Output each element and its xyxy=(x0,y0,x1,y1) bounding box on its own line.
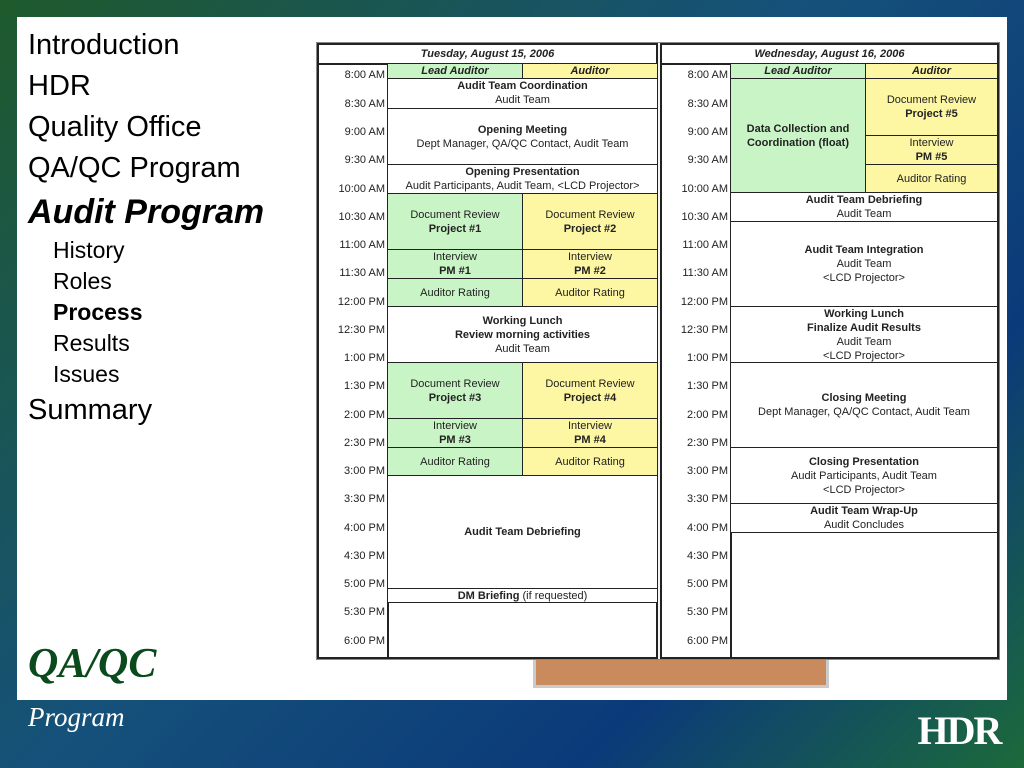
event-interview-pm-2[interactable] xyxy=(522,249,658,279)
time-label: 2:30 PM xyxy=(687,437,728,449)
event-title: PM #4 xyxy=(574,434,606,446)
event-subtitle: Interview xyxy=(567,420,613,432)
outline-nav xyxy=(28,25,264,431)
event-doc-review-project-3[interactable] xyxy=(387,362,523,419)
brand-title: QA/QC xyxy=(28,641,157,687)
event-closing-meeting[interactable] xyxy=(730,362,998,448)
time-label: 3:00 PM xyxy=(687,465,728,477)
event-audit-team-debriefing[interactable] xyxy=(730,192,998,222)
time-label: 11:30 AM xyxy=(339,267,385,279)
event-working-lunch[interactable] xyxy=(387,306,658,363)
event-subtitle: Interview xyxy=(432,420,478,432)
time-label: 4:00 PM xyxy=(344,522,385,534)
event-interview-pm-1[interactable] xyxy=(387,249,523,279)
col-header-lead-auditor: Lead Auditor xyxy=(730,63,866,79)
event-doc-review-project-5[interactable] xyxy=(865,78,998,136)
time-label: 3:00 PM xyxy=(344,465,385,477)
event-title: Project #2 xyxy=(563,222,617,235)
time-column xyxy=(319,63,389,657)
event-subtitle: Finalize Audit Results xyxy=(807,322,921,334)
event-title: Opening Meeting xyxy=(477,123,568,136)
time-label: 6:00 PM xyxy=(687,635,728,647)
nav-item-hdr[interactable]: HDR xyxy=(28,70,91,102)
event-title: Closing Meeting xyxy=(821,392,907,404)
col-header-auditor: Auditor xyxy=(522,63,658,79)
hdr-logo xyxy=(913,708,1005,755)
event-doc-review-project-1[interactable] xyxy=(387,193,523,250)
event-subtitle: Audit Team xyxy=(836,208,892,220)
time-label: 2:00 PM xyxy=(687,409,728,421)
time-label: 9:30 AM xyxy=(344,154,385,166)
time-label: 9:00 AM xyxy=(687,126,728,138)
event-doc-review-project-4[interactable] xyxy=(522,362,658,419)
nav-sub-roles[interactable]: Roles xyxy=(53,268,112,294)
time-label: 10:30 AM xyxy=(681,211,728,223)
event-subtitle: Audit Team xyxy=(495,94,550,106)
event-subtitle: Audit Participants, Audit Team, <LCD Projector> xyxy=(405,180,640,192)
event-auditor-rating[interactable]: Auditor Rating xyxy=(522,447,658,476)
time-label: 10:30 AM xyxy=(338,211,385,223)
decorative-strip xyxy=(533,657,829,688)
time-label: 3:30 PM xyxy=(344,493,385,505)
event-audit-team-coordination[interactable] xyxy=(387,78,658,109)
day-1-title: Tuesday, August 15, 2006 xyxy=(319,45,656,65)
time-label: 5:30 PM xyxy=(687,606,728,618)
event-attendees: Audit Team xyxy=(495,342,550,355)
time-label: 12:30 PM xyxy=(680,324,728,336)
time-label: 5:00 PM xyxy=(344,578,385,590)
event-auditor-rating[interactable]: Auditor Rating xyxy=(387,447,523,476)
event-data-collection[interactable]: Data Collection and Coordination (float) xyxy=(730,78,866,193)
day-2-schedule xyxy=(660,43,999,659)
event-title: DM Briefing xyxy=(457,589,520,602)
day-1-schedule xyxy=(317,43,658,659)
time-label: 5:30 PM xyxy=(344,606,385,618)
time-label: 2:30 PM xyxy=(344,437,385,449)
event-subtitle: Audit Team xyxy=(836,258,892,270)
time-label: 8:30 AM xyxy=(344,98,385,110)
time-label: 6:00 PM xyxy=(344,635,385,647)
event-title: PM #5 xyxy=(915,151,948,163)
time-label: 11:00 AM xyxy=(682,239,728,251)
time-label: 1:00 PM xyxy=(344,352,385,364)
event-audit-team-debriefing[interactable] xyxy=(387,475,658,589)
event-title: Project #3 xyxy=(428,391,482,404)
event-subtitle: Document Review xyxy=(545,377,635,390)
nav-item-audit-program[interactable]: Audit Program xyxy=(28,193,265,231)
time-column xyxy=(662,63,732,657)
event-subtitle: Interview xyxy=(567,251,613,263)
event-subtitle: Dept Manager, QA/QC Contact, Audit Team xyxy=(758,406,970,418)
day-2-title: Wednesday, August 16, 2006 xyxy=(662,45,997,65)
nav-sub-issues[interactable]: Issues xyxy=(53,361,120,387)
logo-text: HDR xyxy=(917,708,1001,750)
time-label: 11:00 AM xyxy=(339,239,385,251)
event-interview-pm-4[interactable] xyxy=(522,418,658,448)
nav-sub-history[interactable]: History xyxy=(53,237,125,263)
time-label: 1:00 PM xyxy=(687,352,728,364)
time-label: 11:30 AM xyxy=(682,267,728,279)
event-title: Working Lunch xyxy=(824,308,904,320)
time-label: 8:30 AM xyxy=(687,98,728,110)
event-title: Audit Team Debriefing xyxy=(805,194,923,206)
event-title: Audit Team Coordination xyxy=(457,80,588,92)
event-title: Closing Presentation xyxy=(808,455,920,468)
event-subtitle: Interview xyxy=(432,251,478,263)
event-interview-pm-3[interactable] xyxy=(387,418,523,448)
nav-item-qaqc-program[interactable]: QA/QC Program xyxy=(28,152,241,184)
event-wrap-up[interactable] xyxy=(730,503,998,533)
nav-item-quality-office[interactable]: Quality Office xyxy=(28,111,202,143)
event-title: Audit Team Debriefing xyxy=(464,526,581,538)
time-label: 3:30 PM xyxy=(687,493,728,505)
time-label: 8:00 AM xyxy=(344,69,385,81)
nav-sub-process[interactable]: Process xyxy=(53,299,143,325)
event-closing-presentation[interactable] xyxy=(730,447,998,504)
event-subtitle: Document Review xyxy=(886,94,977,106)
audit-schedule xyxy=(316,42,1000,660)
nav-item-summary[interactable]: Summary xyxy=(28,394,153,426)
time-label: 12:30 PM xyxy=(337,324,385,336)
event-subtitle: Document Review xyxy=(410,208,500,221)
event-auditor-rating[interactable]: Auditor Rating xyxy=(865,164,998,193)
event-subtitle: Audit Concludes xyxy=(823,519,905,531)
time-label: 2:00 PM xyxy=(344,409,385,421)
time-label: 1:30 PM xyxy=(687,380,728,392)
event-dm-briefing[interactable] xyxy=(387,588,658,603)
time-label: 8:00 AM xyxy=(687,69,728,81)
time-label: 10:00 AM xyxy=(681,183,728,195)
time-label: 9:00 AM xyxy=(344,126,385,138)
time-label: 1:30 PM xyxy=(344,380,385,392)
time-label: 5:00 PM xyxy=(687,578,728,590)
time-label: 4:30 PM xyxy=(687,550,728,562)
event-equipment: <LCD Projector> xyxy=(823,483,905,496)
event-title: Working Lunch xyxy=(482,314,563,327)
event-title: Project #1 xyxy=(428,222,482,235)
event-title: PM #1 xyxy=(439,265,471,277)
event-title: Audit Team Integration xyxy=(804,244,924,256)
event-subtitle: Interview xyxy=(909,137,954,149)
time-label: 4:30 PM xyxy=(344,550,385,562)
event-equipment: <LCD Projector> xyxy=(823,350,905,362)
event-equipment: <LCD Projector> xyxy=(823,272,905,284)
event-title: PM #2 xyxy=(574,265,606,277)
event-subtitle: (if requested) xyxy=(522,589,588,602)
event-opening-presentation[interactable] xyxy=(387,164,658,194)
time-label: 12:00 PM xyxy=(680,296,728,308)
event-subtitle: Review morning activities xyxy=(454,328,591,341)
event-attendees: Audit Team xyxy=(836,336,892,348)
event-interview-pm-5[interactable] xyxy=(865,135,998,165)
event-title: Project #5 xyxy=(905,108,958,120)
brand-subtitle: Program xyxy=(28,702,125,732)
time-label: 10:00 AM xyxy=(338,183,385,195)
event-subtitle: Document Review xyxy=(410,377,500,390)
event-subtitle: Dept Manager, QA/QC Contact, Audit Team xyxy=(416,137,629,150)
nav-item-introduction[interactable]: Introduction xyxy=(28,29,180,61)
event-audit-team-integration[interactable] xyxy=(730,221,998,307)
event-opening-meeting[interactable] xyxy=(387,108,658,165)
col-header-auditor: Auditor xyxy=(865,63,998,79)
event-title: Project #4 xyxy=(563,391,617,404)
col-header-lead-auditor: Lead Auditor xyxy=(387,63,523,79)
time-label: 12:00 PM xyxy=(337,296,385,308)
event-auditor-rating[interactable]: Auditor Rating xyxy=(387,278,523,307)
event-title: Audit Team Wrap-Up xyxy=(810,505,918,517)
time-label: 4:00 PM xyxy=(687,522,728,534)
event-working-lunch[interactable] xyxy=(730,306,998,363)
time-label: 9:30 AM xyxy=(687,154,728,166)
event-subtitle: Audit Participants, Audit Team xyxy=(791,469,937,482)
event-auditor-rating[interactable]: Auditor Rating xyxy=(522,278,658,307)
event-title: PM #3 xyxy=(439,434,471,446)
event-subtitle: Document Review xyxy=(545,208,635,221)
event-line xyxy=(390,589,655,603)
nav-sub-results[interactable]: Results xyxy=(53,330,130,356)
event-title: Opening Presentation xyxy=(465,166,580,178)
event-doc-review-project-2[interactable] xyxy=(522,193,658,250)
